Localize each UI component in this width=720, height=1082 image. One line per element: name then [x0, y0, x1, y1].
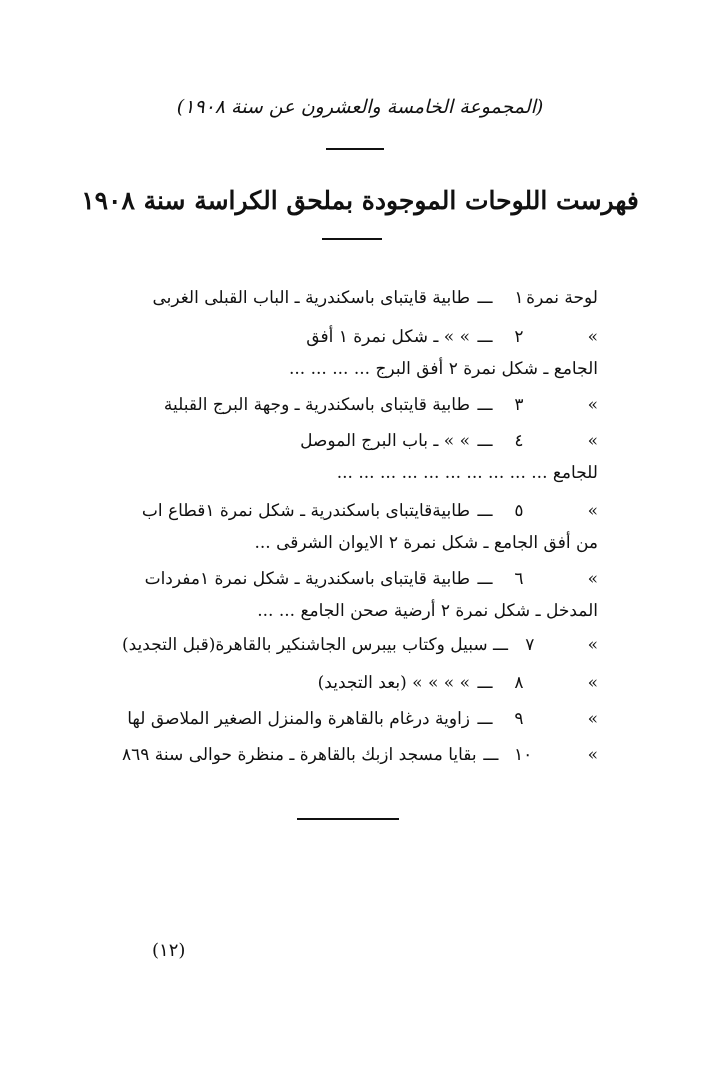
divider-title [322, 238, 382, 240]
entry-label: » [587, 673, 598, 693]
entry-text: زاوية درغام بالقاهرة والمنزل الصغير الملاصق لها [127, 709, 470, 729]
collection-header: (المجموعة الخامسة والعشرون عن سنة ١٩٠٨) [176, 96, 544, 118]
divider-bottom [297, 818, 399, 820]
entry-text: طابيةقايتباى باسكندرية ـ شكل نمرة ١قطاع اب [141, 501, 470, 521]
plate-entry-9 [122, 702, 598, 736]
entry-label: » [587, 635, 598, 655]
entry-continuation: من أفق الجامع ـ شكل نمرة ٢ الايوان الشرقى ... [254, 533, 598, 553]
entry-text: طابية قايتباى باسكندرية ـ وجهة البرج القبلية [163, 395, 470, 415]
entry-dash: ـــ [477, 709, 493, 729]
entry-number: ٤ [514, 431, 524, 451]
plate-entry-7 [122, 628, 598, 662]
plate-entry-5 [122, 494, 598, 528]
entry-text: » » ـ باب البرج الموصل [300, 431, 470, 451]
page-title: فهرست اللوحات الموجودة بملحق الكراسة سنة ١٩٠٨ [81, 186, 639, 215]
entry-text: سبيل وكتاب بيبرس الجاشنكير بالقاهرة(قبل التجديد) [122, 635, 488, 655]
page-number: (١٢) [152, 940, 186, 961]
entry-number: ١ [514, 288, 524, 308]
entry-dash: ـــ [477, 327, 493, 347]
entry-label: لوحة نمرة [526, 288, 598, 308]
entry-continuation: المدخل ـ شكل نمرة ٢ أرضية صحن الجامع ... ... [257, 601, 598, 621]
entry-label: » [587, 395, 598, 415]
plate-entry-3 [122, 388, 598, 422]
plate-entry-1 [122, 281, 598, 315]
entry-text: » » » » (بعد التجديد) [317, 673, 470, 693]
entry-label: » [587, 709, 598, 729]
entry-text: بقايا مسجد ازبك بالقاهرة ـ منظرة حوالى سنة ٨٦٩ [122, 745, 477, 765]
divider-top [326, 148, 384, 150]
plate-entry-4 [122, 424, 598, 458]
entry-number: ٨ [514, 673, 524, 693]
entry-continuation: للجامع ... ... ... ... ... ... ... ... ... ... [336, 463, 598, 483]
entry-label: » [587, 745, 598, 765]
entry-number: ٦ [514, 569, 524, 589]
entry-label: » [587, 431, 598, 451]
plate-entry-10 [122, 738, 598, 772]
entry-number: ٢ [514, 327, 524, 347]
entry-dash: ـــ [477, 395, 493, 415]
entry-number: ٥ [514, 501, 524, 521]
entry-label: » [587, 501, 598, 521]
entry-text: طابية قايتباى باسكندرية ـ شكل نمرة ١مفردات [144, 569, 470, 589]
entry-text: طابية قايتباى باسكندرية ـ الباب القبلى الغربى [152, 288, 470, 308]
entry-number: ٩ [514, 709, 524, 729]
plate-entry-6 [122, 562, 598, 596]
entry-number: ٣ [514, 395, 524, 415]
plate-entry-2 [122, 320, 598, 354]
entry-number: ١٠ [513, 745, 533, 765]
entry-label: » [587, 569, 598, 589]
entry-text: » » ـ شكل نمرة ١ أفق [306, 327, 470, 347]
entry-dash: ـــ [483, 745, 499, 765]
entry-dash: ـــ [477, 569, 493, 589]
entry-continuation: الجامع ـ شكل نمرة ٢ أفق البرج ... ... ... ... [289, 359, 598, 379]
entry-label: » [587, 327, 598, 347]
entry-dash: ـــ [477, 288, 493, 308]
entry-dash: ـــ [477, 501, 493, 521]
entry-number: ٧ [525, 635, 535, 655]
plate-entry-8 [122, 666, 598, 700]
entry-dash: ـــ [477, 673, 493, 693]
entry-dash: ـــ [477, 431, 493, 451]
entry-dash: ـــ [493, 635, 508, 655]
